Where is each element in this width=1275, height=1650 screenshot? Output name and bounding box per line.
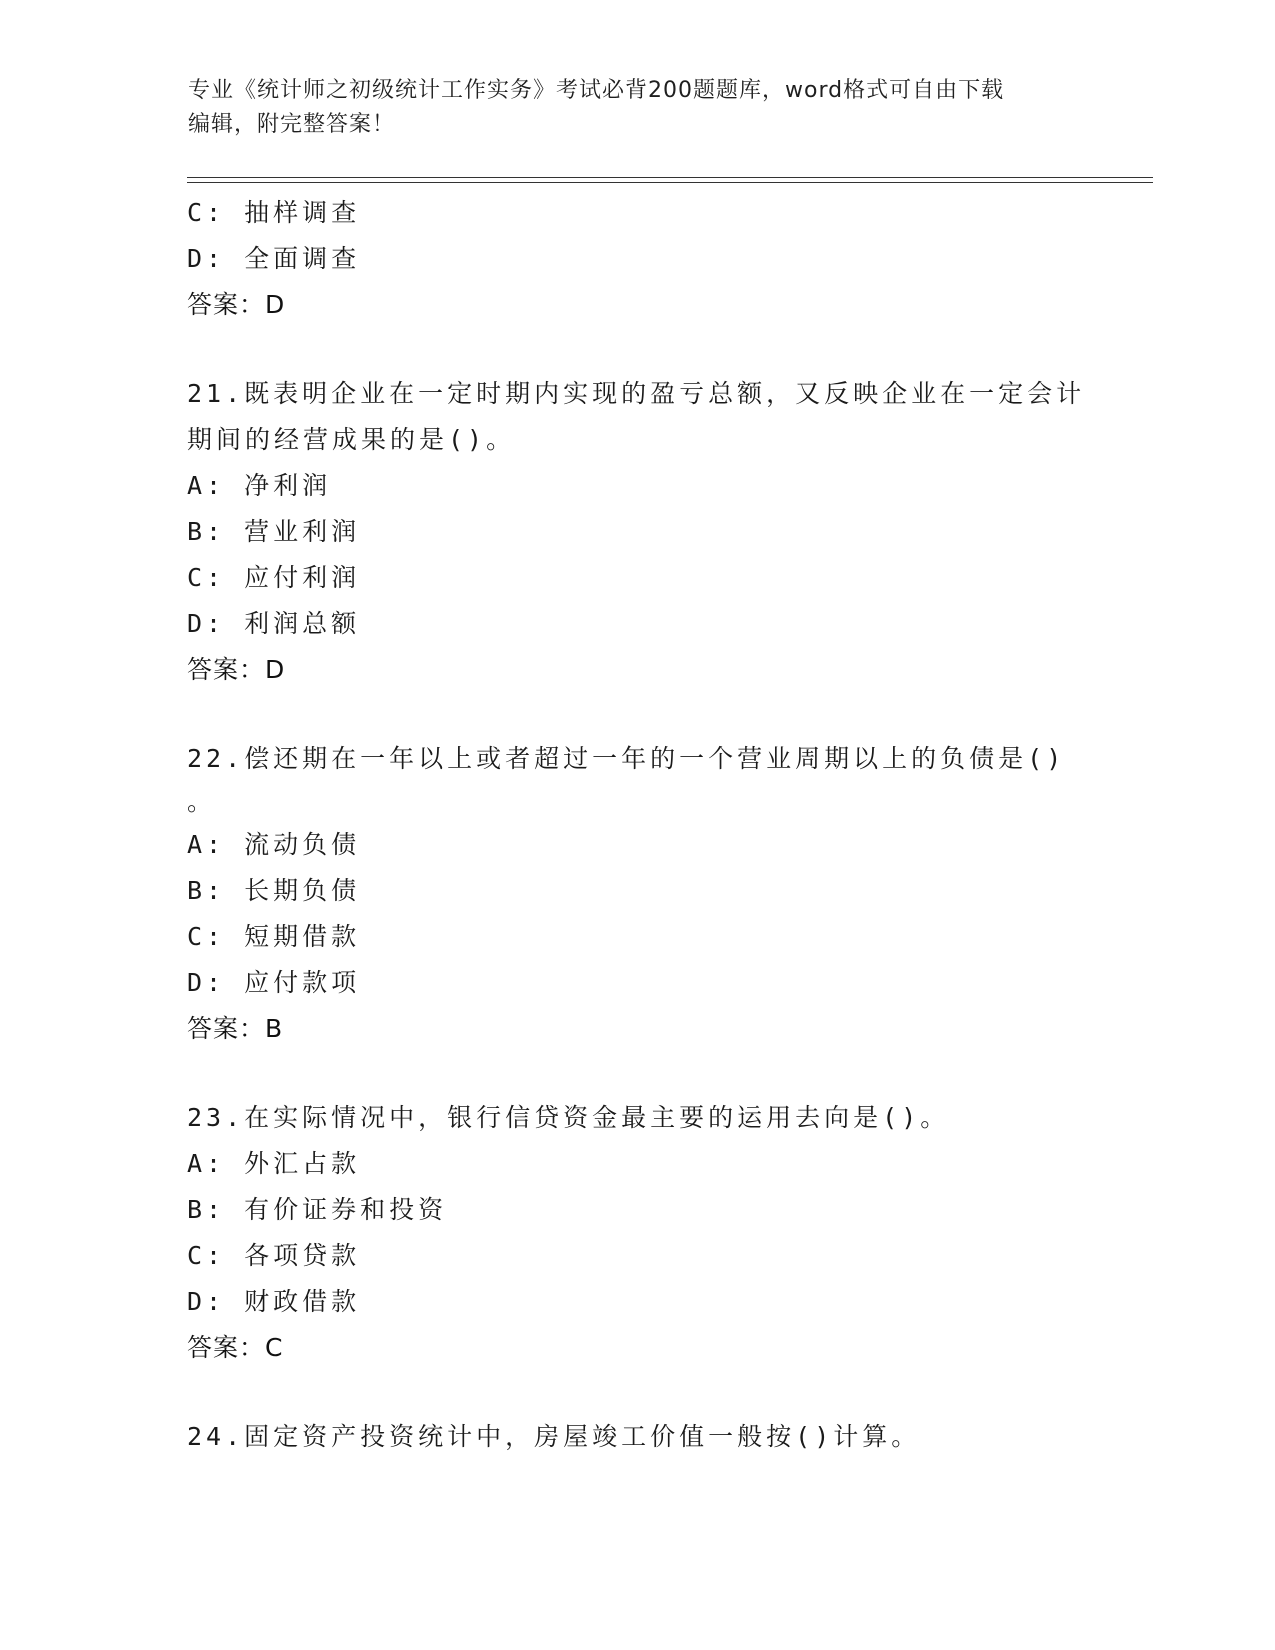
question-stem-continued: 。 [187, 787, 217, 816]
option-c: C: 短期借款 [187, 922, 361, 951]
question-block-22 [187, 736, 1087, 1052]
question-stem: 23.在实际情况中，银行信贷资金最主要的运用去向是()。 [187, 1103, 950, 1132]
question-stem: 22.偿还期在一年以上或者超过一年的一个营业周期以上的负债是() [187, 744, 1066, 773]
option-c: C: 各项贷款 [187, 1241, 361, 1270]
option-a: A: 外汇占款 [187, 1149, 361, 1178]
option-d: D: 应付款项 [187, 968, 361, 997]
question-block-24 [187, 1414, 1087, 1460]
answer-line: 答案：D [187, 655, 286, 684]
option-d: D: 全面调查 [187, 244, 361, 273]
question-list [187, 190, 1087, 1460]
question-block-21 [187, 371, 1087, 693]
question-block-20 [187, 190, 1087, 328]
option-b: B: 长期负债 [187, 876, 361, 905]
option-c: C: 应付利润 [187, 563, 361, 592]
option-a: A: 流动负债 [187, 830, 361, 859]
header-rule-top [187, 177, 1153, 178]
option-c: C: 抽样调查 [187, 198, 361, 227]
option-b: B: 营业利润 [187, 517, 361, 546]
option-d: D: 财政借款 [187, 1287, 361, 1316]
question-stem: 24.固定资产投资统计中，房屋竣工价值一般按()计算。 [187, 1422, 921, 1451]
question-stem: 21.既表明企业在一定时期内实现的盈亏总额，又反映企业在一定会计 [187, 379, 1086, 408]
option-a: A: 净利润 [187, 471, 332, 500]
option-b: B: 有价证券和投资 [187, 1195, 448, 1224]
answer-line: 答案：B [187, 1014, 284, 1043]
header-rule-bottom [187, 182, 1153, 183]
answer-line: 答案：C [187, 1333, 284, 1362]
question-stem-continued: 期间的经营成果的是()。 [187, 425, 516, 454]
question-block-23 [187, 1095, 1087, 1371]
answer-line: 答案：D [187, 290, 286, 319]
header-line-2: 编辑，附完整答案！ [188, 112, 396, 137]
document-header [188, 74, 1088, 142]
header-line-1: 专业《统计师之初级统计工作实务》考试必背200题题库，word格式可自由下载 [188, 78, 1005, 103]
option-d: D: 利润总额 [187, 609, 361, 638]
